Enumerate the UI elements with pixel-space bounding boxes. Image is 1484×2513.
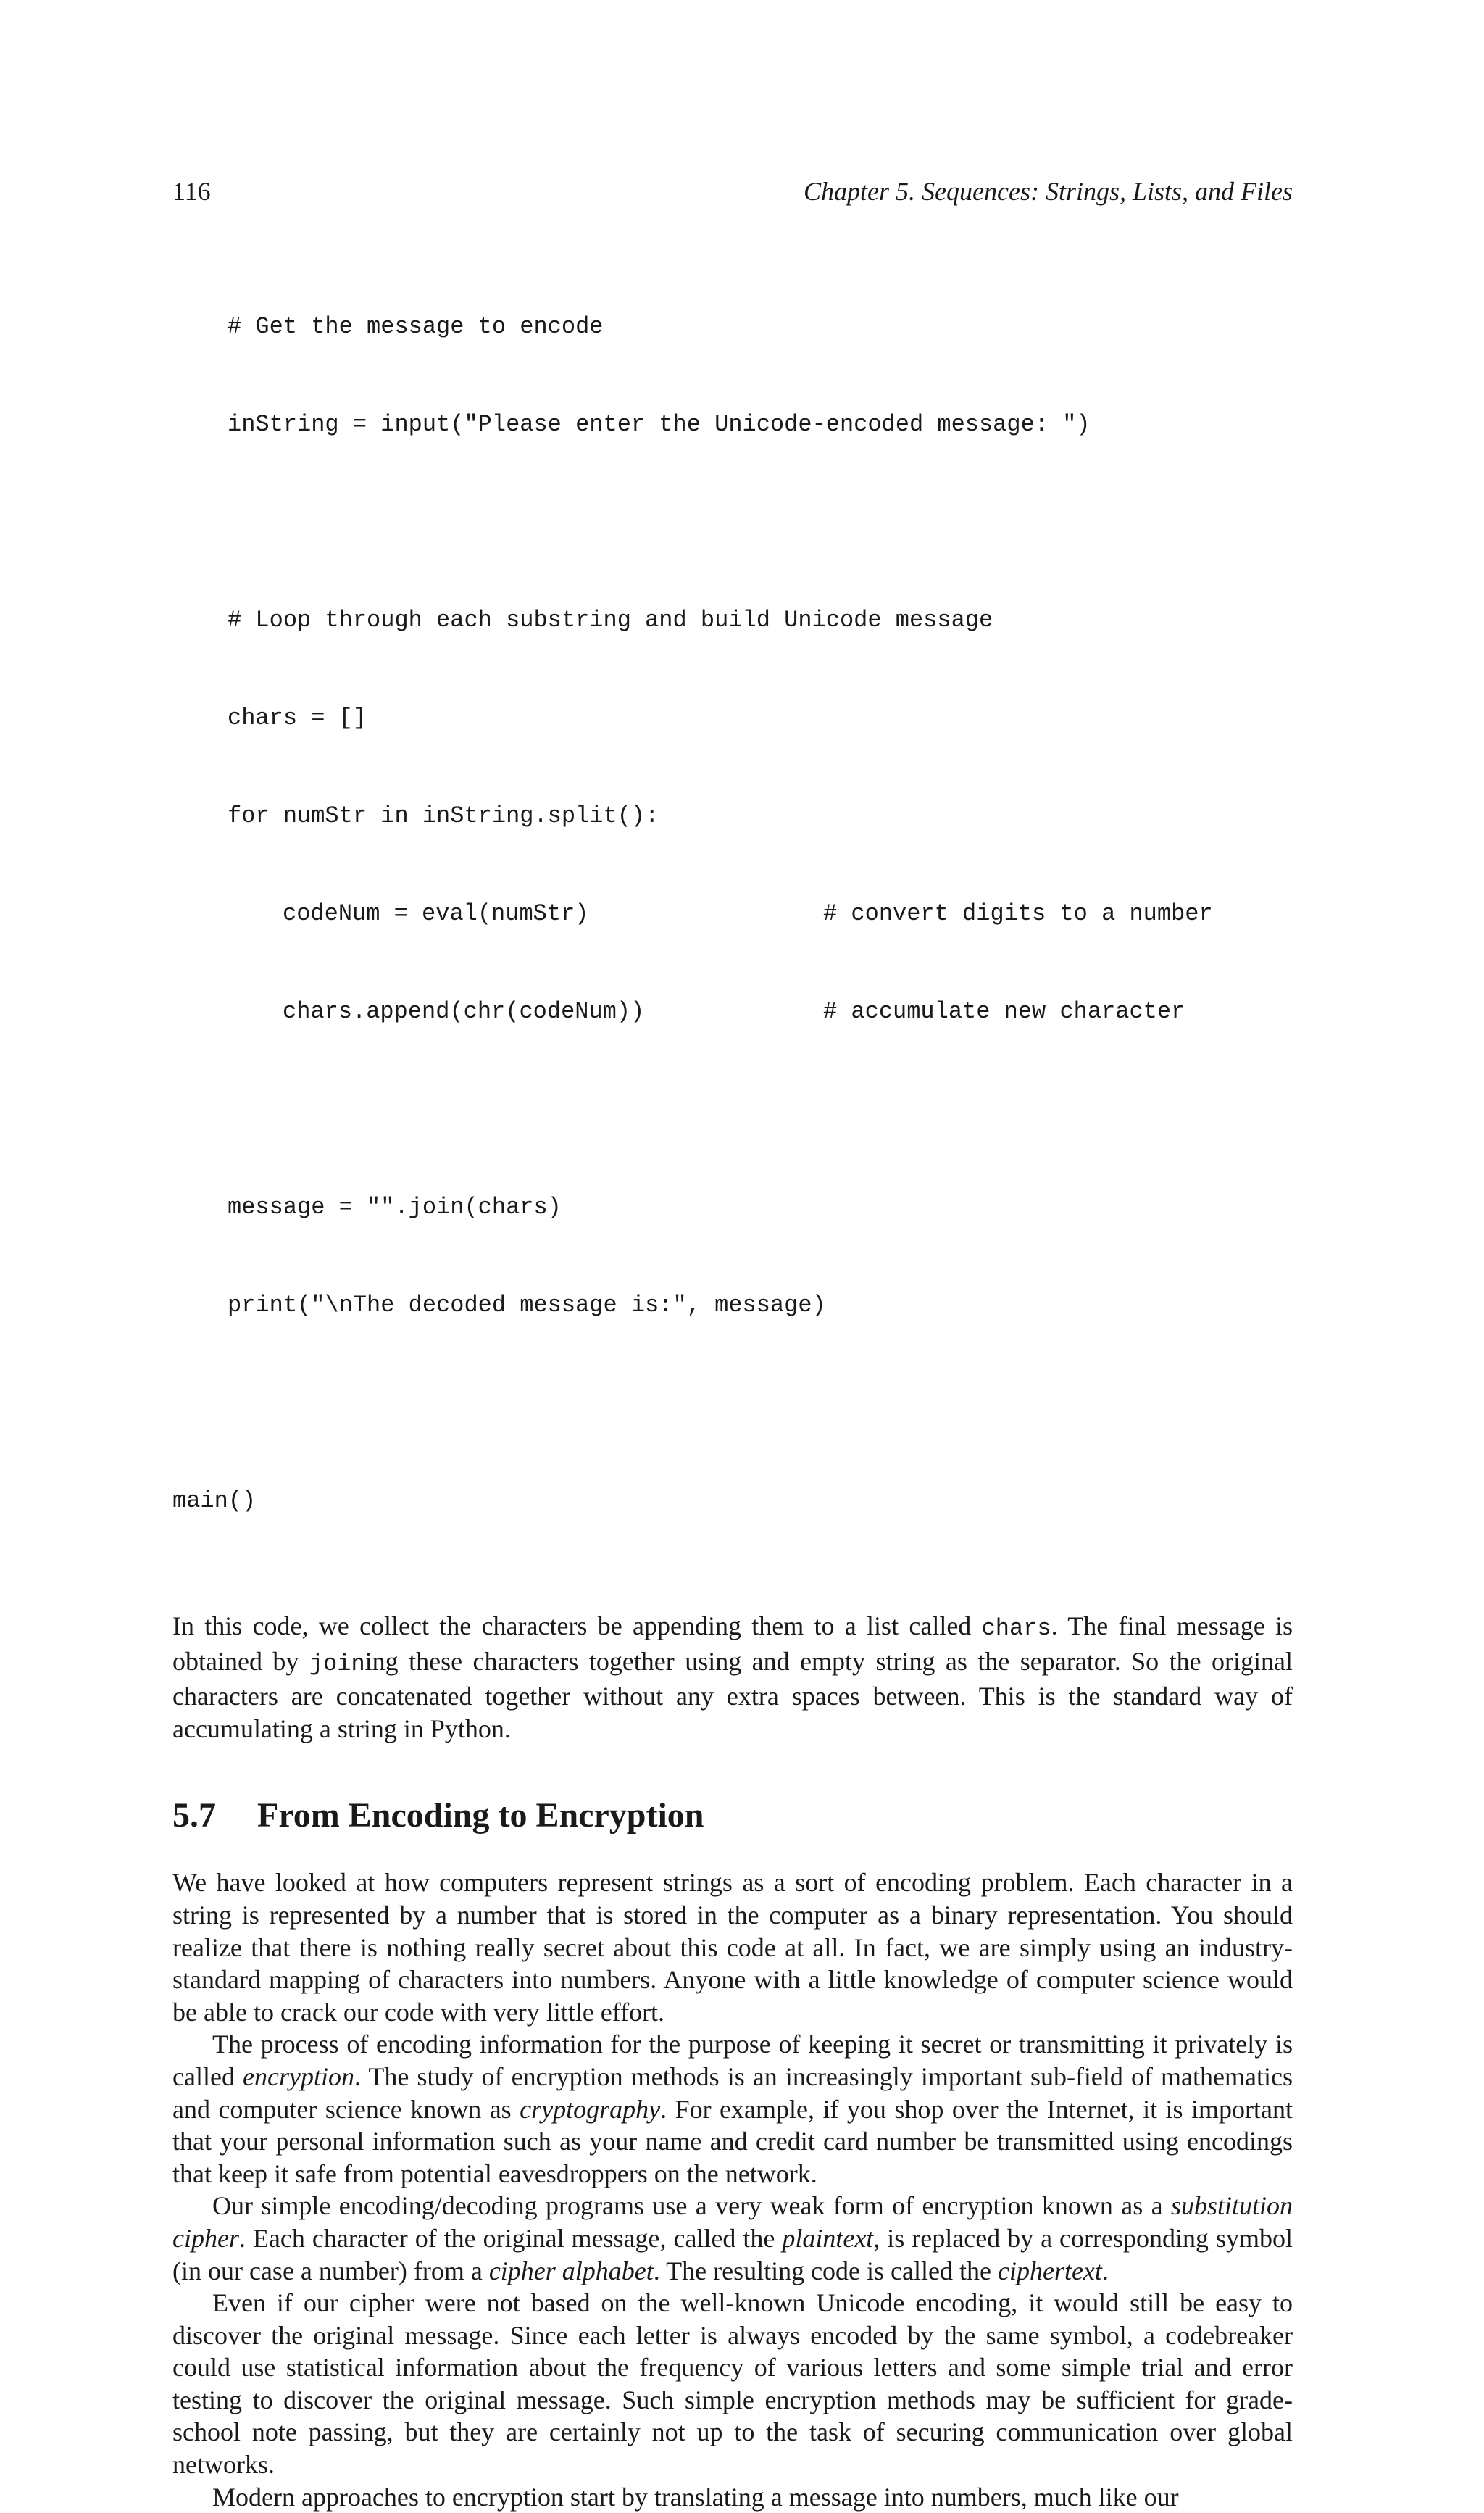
code-line: main() bbox=[172, 1487, 257, 1514]
text-run: . The study of encryption methods is an increasingly important sub-field of mathematics and computer science known as bbox=[172, 2061, 1293, 2124]
code-line: # Loop through each substring and build Unicode message bbox=[228, 607, 993, 634]
code-blank-line bbox=[172, 506, 1293, 539]
paragraph: Modern approaches to encryption start by translating a message into numbers, much like our bbox=[212, 2482, 1179, 2512]
code-line: # Get the message to encode bbox=[228, 313, 604, 340]
section-title: From Encoding to Encryption bbox=[257, 1796, 704, 1835]
paragraph bbox=[172, 2028, 1293, 2190]
code-statement: codeNum = eval(numStr) bbox=[283, 900, 589, 927]
paragraph: Even if our cipher were not based on the well-known Unicode encoding, it would still be easy to discover the original message. Since each letter is always encoded by the same symbol, a codebreaker could use statistical information about the frequency of various letters and some simple trial and error testing to discover the original message. Such simple encryption methods may be sufficient for grade-school note passing, but they are certainly not up to the task of securing communication over global networks. bbox=[172, 2288, 1293, 2480]
code-line: for numStr in inString.split(): bbox=[228, 802, 659, 829]
text-run: ing these characters together using and empty string as the separator. So the original characters are concatenated together without any extra spaces between. This is the standard way of accumulating a string in Python. bbox=[172, 1646, 1293, 1743]
code-listing bbox=[172, 245, 1293, 1582]
text-run: In this code, we collect the characters be appending them to a list called bbox=[172, 1611, 982, 1640]
section-heading bbox=[172, 1794, 1293, 1837]
page bbox=[172, 174, 1293, 2513]
text-run: . Each character of the original message, called the bbox=[238, 2223, 783, 2253]
code-line: message = "".join(chars) bbox=[228, 1194, 562, 1221]
code-line bbox=[172, 995, 1293, 1028]
emphasis: encryption bbox=[243, 2061, 354, 2091]
text-run: . The final message is obtained by bbox=[172, 1611, 1293, 1676]
code-line: chars = [] bbox=[228, 705, 367, 731]
paragraph bbox=[172, 2190, 1293, 2287]
emphasis: cipher alphabet bbox=[488, 2256, 654, 2285]
section-number: 5.7 bbox=[172, 1796, 216, 1835]
code-line: print("\nThe decoded message is:", message) bbox=[228, 1292, 826, 1318]
text-run: . For example, if you shop over the Internet, it is important that your personal information such as your name and credit card number be transmitted using encodings that keep it safe from potential eavesdroppers on the network. bbox=[172, 2094, 1293, 2188]
code-blank-line bbox=[172, 1387, 1293, 1419]
code-comment: # convert digits to a number bbox=[823, 900, 1213, 927]
inline-code: join bbox=[309, 1650, 365, 1677]
emphasis: ciphertext bbox=[997, 2256, 1102, 2285]
text-run: The process of encoding information for the purpose of keeping it secret or transmitting it privately is called bbox=[172, 2030, 1293, 2091]
page-number: 116 bbox=[172, 177, 211, 206]
emphasis: plaintext bbox=[782, 2223, 874, 2253]
paragraph-code-explanation bbox=[172, 1610, 1293, 1745]
emphasis: substitution cipher bbox=[172, 2191, 1293, 2253]
text-run: . bbox=[1101, 2256, 1109, 2285]
code-statement: chars.append(chr(codeNum)) bbox=[283, 998, 645, 1025]
code-comment: # accumulate new character bbox=[823, 998, 1185, 1025]
text-run: , is replaced by a corresponding symbol (in our case a number) from a bbox=[172, 2223, 1293, 2285]
inline-code: chars bbox=[981, 1615, 1051, 1642]
text-run: . The resulting code is called the bbox=[653, 2256, 998, 2285]
running-header bbox=[172, 174, 1293, 209]
code-blank-line bbox=[172, 1093, 1293, 1126]
emphasis: cryptography bbox=[520, 2094, 661, 2124]
chapter-title: Chapter 5. Sequences: Strings, Lists, and Files bbox=[804, 177, 1293, 206]
code-line: inString = input("Please enter the Unicode-encoded message: ") bbox=[228, 411, 1091, 438]
text-run: Our simple encoding/decoding programs use a very weak form of encryption known as a bbox=[212, 2191, 1171, 2221]
code-line bbox=[172, 897, 1293, 930]
paragraph: We have looked at how computers represent strings as a sort of encoding problem. Each character in a string is represented by a number that is stored in the computer as a binary representation. You should realize that there is nothing really secret about this code at all. In fact, we are simply using an industry-standard mapping of characters into numbers. Anyone with a little knowledge of computer science would be able to crack our code with very little effort. bbox=[172, 1868, 1293, 2027]
